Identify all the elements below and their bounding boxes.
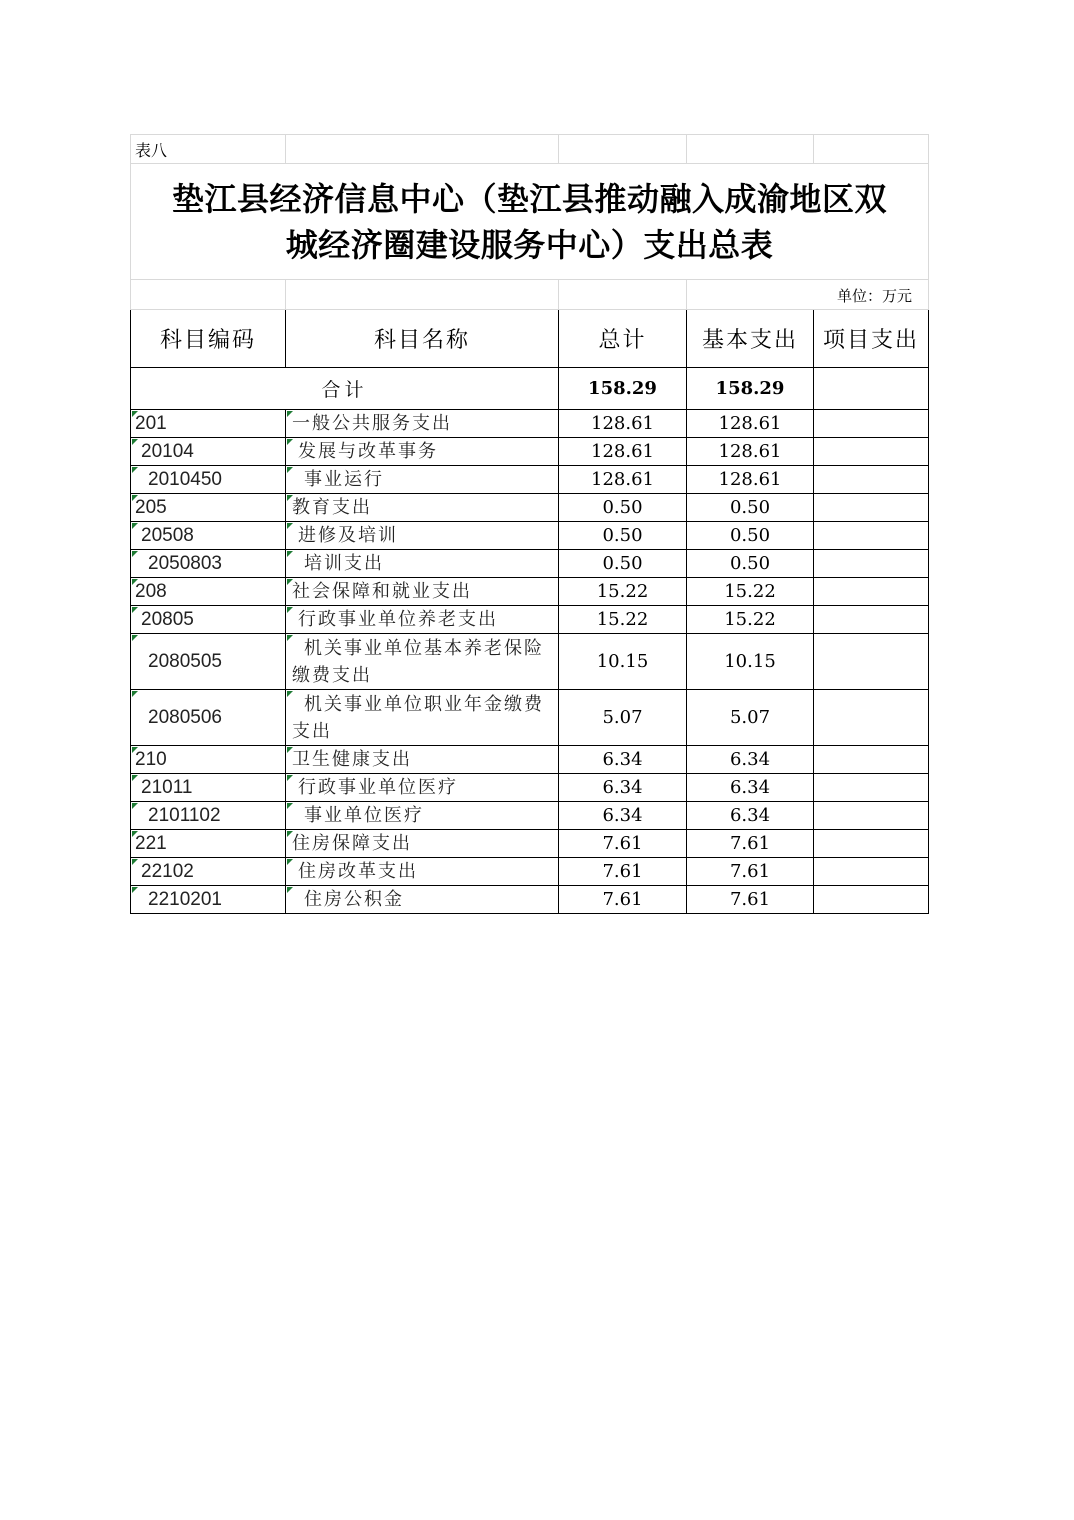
table-row: [131, 886, 929, 914]
row-code: [131, 774, 286, 802]
cell-marker-icon: [287, 775, 293, 781]
header-basic: 基本支出: [687, 310, 814, 368]
row-name-text: 一般公共服务支出: [292, 413, 452, 434]
table-row: [131, 858, 929, 886]
row-code: [131, 494, 286, 522]
row-basic: 0.50: [687, 550, 814, 578]
row-name-text: 进修及培训: [298, 525, 398, 546]
row-total: 0.50: [559, 522, 687, 550]
table-row: [131, 578, 929, 606]
row-basic: 128.61: [687, 466, 814, 494]
row-code-text: 201: [135, 412, 167, 434]
row-total: 128.61: [559, 410, 687, 438]
table-row: [131, 802, 929, 830]
row-code: [131, 410, 286, 438]
cell-marker-icon: [287, 439, 293, 445]
expenditure-summary-sheet: [130, 134, 928, 914]
row-code: [131, 550, 286, 578]
row-project: [814, 634, 929, 690]
row-name: [286, 466, 559, 494]
cell-marker-icon: [132, 887, 138, 893]
row-basic: 15.22: [687, 606, 814, 634]
row-basic: 7.61: [687, 830, 814, 858]
empty-cell: [131, 280, 286, 310]
row-code: [131, 578, 286, 606]
cell-marker-icon: [132, 859, 138, 865]
row-total: 15.22: [559, 606, 687, 634]
empty-cell: [559, 135, 687, 164]
row-project: [814, 522, 929, 550]
header-code: 科目编码: [131, 310, 286, 368]
cell-marker-icon: [287, 579, 293, 585]
row-basic: 7.61: [687, 886, 814, 914]
row-project: [814, 438, 929, 466]
row-name: [286, 578, 559, 606]
row-code-text: 2101102: [148, 804, 221, 826]
cell-marker-icon: [132, 747, 138, 753]
row-name: [286, 606, 559, 634]
title-line-2: 城经济圈建设服务中心）支出总表: [285, 225, 774, 264]
row-project: [814, 410, 929, 438]
row-code: [131, 690, 286, 746]
row-project: [814, 886, 929, 914]
row-code-text: 2050803: [148, 552, 222, 574]
cell-marker-icon: [287, 467, 293, 473]
row-code: [131, 522, 286, 550]
row-code-text: 2080506: [148, 706, 222, 728]
row-name-text: 事业运行: [304, 469, 384, 490]
row-project: [814, 858, 929, 886]
row-total: 7.61: [559, 830, 687, 858]
row-total: 6.34: [559, 802, 687, 830]
cell-marker-icon: [287, 803, 293, 809]
row-name-text: 教育支出: [292, 497, 372, 518]
row-name: [286, 886, 559, 914]
cell-marker-icon: [287, 523, 293, 529]
row-name-text: 事业单位医疗: [304, 805, 424, 826]
row-basic: 5.07: [687, 690, 814, 746]
row-name: [286, 494, 559, 522]
table-row: [131, 830, 929, 858]
total-project: [814, 368, 929, 410]
row-total: 5.07: [559, 690, 687, 746]
empty-cell: [559, 280, 687, 310]
row-basic: 128.61: [687, 410, 814, 438]
row-name: [286, 522, 559, 550]
row-name: [286, 774, 559, 802]
row-name: [286, 438, 559, 466]
row-basic: 15.22: [687, 578, 814, 606]
row-total: 15.22: [559, 578, 687, 606]
row-project: [814, 606, 929, 634]
row-name: [286, 746, 559, 774]
total-amount: 158.29: [559, 368, 687, 410]
unit-label: 单位：万元: [687, 280, 929, 310]
row-code-text: 20508: [141, 524, 194, 546]
row-total: 7.61: [559, 886, 687, 914]
title-row: [131, 164, 929, 280]
row-name: [286, 550, 559, 578]
cell-marker-icon: [132, 411, 138, 417]
row-project: [814, 494, 929, 522]
row-project: [814, 774, 929, 802]
page-title: [131, 164, 929, 280]
row-project: [814, 746, 929, 774]
cell-marker-icon: [287, 411, 293, 417]
table-label: 表八: [131, 135, 286, 164]
empty-cell: [814, 135, 929, 164]
row-name-text: 发展与改革事务: [298, 441, 438, 462]
row-code-text: 210: [135, 748, 167, 770]
row-code: [131, 830, 286, 858]
row-code-text: 208: [135, 580, 167, 602]
empty-cell: [687, 135, 814, 164]
row-name-text: 机关事业单位基本养老保险缴费支出: [292, 637, 544, 686]
row-code: [131, 466, 286, 494]
row-basic: 7.61: [687, 858, 814, 886]
cell-marker-icon: [287, 551, 293, 557]
row-name-text: 机关事业单位职业年金缴费支出: [292, 693, 544, 742]
header-name: 科目名称: [286, 310, 559, 368]
cell-marker-icon: [132, 607, 138, 613]
unit-row: [131, 280, 929, 310]
table-row: [131, 746, 929, 774]
row-code-text: 2010450: [148, 468, 222, 490]
row-name-text: 培训支出: [304, 553, 384, 574]
expenditure-table: [130, 134, 929, 914]
row-code-text: 2210201: [148, 888, 222, 910]
cell-marker-icon: [132, 579, 138, 585]
row-name: [286, 858, 559, 886]
cell-marker-icon: [287, 859, 293, 865]
row-code-text: 2080505: [148, 650, 222, 672]
total-basic: 158.29: [687, 368, 814, 410]
row-project: [814, 830, 929, 858]
cell-marker-icon: [132, 803, 138, 809]
row-basic: 6.34: [687, 746, 814, 774]
empty-cell: [286, 135, 559, 164]
row-code: [131, 802, 286, 830]
cell-marker-icon: [132, 775, 138, 781]
row-code-text: 22102: [141, 860, 194, 882]
row-project: [814, 802, 929, 830]
row-basic: 6.34: [687, 802, 814, 830]
table-row: [131, 634, 929, 690]
table-row: [131, 522, 929, 550]
row-name: [286, 830, 559, 858]
row-total: 10.15: [559, 634, 687, 690]
cell-marker-icon: [287, 831, 293, 837]
row-total: 128.61: [559, 438, 687, 466]
row-name: [286, 802, 559, 830]
table-row: [131, 410, 929, 438]
title-line-1: 垫江县经济信息中心（垫江县推动融入成渝地区双: [171, 179, 887, 218]
header-total: 总计: [559, 310, 687, 368]
row-name-text: 住房保障支出: [292, 833, 412, 854]
row-code: [131, 858, 286, 886]
row-name: [286, 690, 559, 746]
row-code-text: 20104: [141, 440, 194, 462]
row-total: 128.61: [559, 466, 687, 494]
row-name: [286, 410, 559, 438]
row-basic: 10.15: [687, 634, 814, 690]
row-code-text: 21011: [141, 776, 193, 798]
cell-marker-icon: [132, 691, 138, 697]
row-project: [814, 578, 929, 606]
cell-marker-icon: [287, 495, 293, 501]
cell-marker-icon: [287, 747, 293, 753]
row-code-text: 20805: [141, 608, 194, 630]
row-code: [131, 634, 286, 690]
row-total: 6.34: [559, 746, 687, 774]
row-code: [131, 886, 286, 914]
row-code: [131, 746, 286, 774]
table-row: [131, 550, 929, 578]
row-total: 6.34: [559, 774, 687, 802]
table-row: [131, 438, 929, 466]
header-project: 项目支出: [814, 310, 929, 368]
table-row: [131, 690, 929, 746]
row-name-text: 社会保障和就业支出: [292, 581, 472, 602]
table-row: [131, 606, 929, 634]
empty-cell: [286, 280, 559, 310]
column-header-row: [131, 310, 929, 368]
row-project: [814, 550, 929, 578]
row-code-text: 205: [135, 496, 167, 518]
total-label: 合计: [131, 368, 559, 410]
row-basic: 0.50: [687, 494, 814, 522]
cell-marker-icon: [287, 887, 293, 893]
table-label-row: [131, 135, 929, 164]
cell-marker-icon: [132, 551, 138, 557]
cell-marker-icon: [287, 691, 293, 697]
cell-marker-icon: [287, 607, 293, 613]
row-name-text: 行政事业单位养老支出: [298, 609, 498, 630]
total-row: [131, 368, 929, 410]
cell-marker-icon: [132, 831, 138, 837]
cell-marker-icon: [287, 635, 293, 641]
cell-marker-icon: [132, 467, 138, 473]
row-name-text: 住房改革支出: [298, 861, 418, 882]
table-row: [131, 466, 929, 494]
row-name-text: 卫生健康支出: [292, 749, 412, 770]
row-name-text: 住房公积金: [304, 889, 404, 910]
row-code: [131, 438, 286, 466]
row-total: 0.50: [559, 494, 687, 522]
row-basic: 0.50: [687, 522, 814, 550]
row-name: [286, 634, 559, 690]
row-basic: 6.34: [687, 774, 814, 802]
cell-marker-icon: [132, 635, 138, 641]
row-basic: 128.61: [687, 438, 814, 466]
row-total: 7.61: [559, 858, 687, 886]
table-row: [131, 494, 929, 522]
cell-marker-icon: [132, 439, 138, 445]
row-total: 0.50: [559, 550, 687, 578]
row-project: [814, 690, 929, 746]
cell-marker-icon: [132, 495, 138, 501]
row-name-text: 行政事业单位医疗: [298, 777, 458, 798]
row-project: [814, 466, 929, 494]
cell-marker-icon: [132, 523, 138, 529]
row-code: [131, 606, 286, 634]
row-code-text: 221: [135, 832, 167, 854]
table-row: [131, 774, 929, 802]
